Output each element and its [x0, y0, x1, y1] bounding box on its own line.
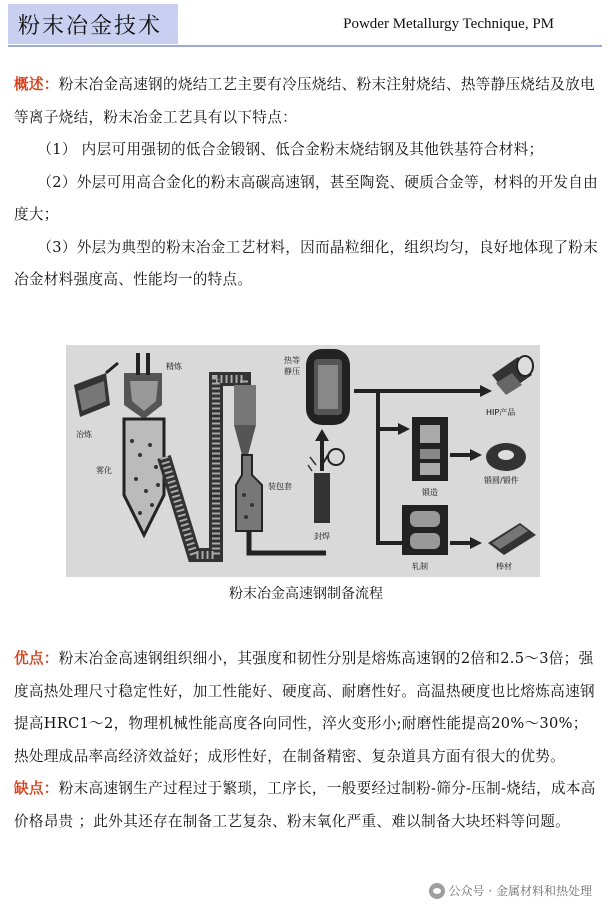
- forging-press-icon: [412, 417, 448, 481]
- label-sealing: 封焊: [314, 532, 330, 541]
- label-forging: 锻造: [422, 488, 438, 497]
- label-canning: 装包套: [268, 482, 292, 491]
- cons-paragraph: [14, 773, 600, 838]
- label-hip: [284, 355, 300, 376]
- pros-label: 优点：: [14, 650, 59, 667]
- pros-cons-section: [14, 643, 600, 838]
- pros-text: 粉末冶金高速钢组织细小，其强度和韧性分别是熔炼高速钢的2倍和2.5～3倍；强度高热处理尺寸稳定性好，加工性能好、硬度高、耐磨性好。高温热硬度也比熔炼高速钢提高HRC1～2，物理机械性能高度各向同性，淬火变形小;耐磨性能提高20%～30%；热处理成品率高经济效益好；成形性好，在制备精密、复杂道具方面有很大的优势。: [14, 650, 595, 765]
- hip-product-icon: [492, 356, 533, 395]
- header-title-en: Powder Metallurgy Technique, PM: [343, 16, 554, 32]
- arrow-to-forging-head: [398, 423, 410, 435]
- figure-caption: 粉末冶金高速钢制备流程: [229, 586, 383, 602]
- process-flow-figure: [66, 345, 540, 577]
- intro-label: 概述：: [14, 76, 59, 93]
- bar-product-icon: [488, 523, 536, 555]
- label-rolling: 轧制: [412, 562, 428, 571]
- forged-ring-icon: [486, 443, 526, 471]
- intro-paragraph: [14, 69, 600, 134]
- cyclone-classifier-icon: [234, 385, 256, 455]
- intro-text: 粉末冶金高速钢的烧结工艺主要有冷压烧结、粉末注射烧结、热等静压烧结及放电等离子烧结，粉末冶金工艺具有以下特点：: [14, 76, 595, 126]
- hip-vessel-icon: [306, 349, 350, 425]
- intro-point-2: （2）外层可用高合金化的粉末高碳高速钢，甚至陶瓷、硬质合金等，材料的开发自由度大；: [14, 173, 599, 223]
- label-refining: 精炼: [166, 362, 182, 371]
- label-hip-product: HIP产品: [486, 408, 516, 417]
- canning-icon: [236, 455, 262, 531]
- atomizing-tower-icon: [124, 419, 164, 535]
- intro-point-1: （1） 内层可用强韧的低合金锻钢、低合金粉末烧结钢及其他铁基符合材料；: [37, 141, 544, 158]
- arrow-to-bar-head: [470, 537, 482, 549]
- arrow-to-hip-head: [315, 429, 329, 441]
- cons-text: 粉末高速钢生产过程过于繁琐，工序长，一般要经过制粉-筛分-压制-烧结，成本高价格昂贵 ；此外其还存在制备工艺复杂、粉末氧化严重、难以制备大块坯料等问题。: [14, 780, 596, 830]
- watermark: [429, 882, 592, 899]
- header-title-cn: 粉末冶金技术: [8, 4, 178, 44]
- intro-section: [14, 69, 600, 297]
- sealing-icon: [308, 449, 344, 523]
- page-header: [0, 0, 612, 52]
- pros-paragraph: [14, 643, 600, 773]
- arrow-to-forged-parts-head: [470, 449, 482, 461]
- label-smelting: 冶炼: [76, 430, 92, 439]
- label-hip-line2: 静压: [284, 367, 300, 376]
- label-atomizing: 雾化: [96, 466, 112, 475]
- label-bar: 棒材: [496, 562, 512, 571]
- arrow-to-hip-product-head: [480, 385, 492, 397]
- powder-pipe-icon: [164, 379, 244, 555]
- cons-label: 缺点：: [14, 780, 59, 797]
- wechat-icon: [429, 883, 445, 899]
- header-divider: [8, 45, 602, 47]
- rolling-mill-icon: [402, 505, 448, 555]
- label-hip-line1: 热等: [284, 356, 300, 365]
- intro-point-3: （3）外层为典型的粉末冶金工艺材料，因而晶粒细化，组织均匀，良好地体现了粉末冶金材料强度高、性能均一的特点。: [14, 238, 599, 288]
- refining-furnace-icon: [124, 353, 162, 419]
- process-flow-diagram: [66, 345, 540, 577]
- watermark-text: 公众号 · 金属材料和热处理: [448, 884, 592, 898]
- smelting-ladle-icon: [74, 363, 118, 417]
- label-forged-parts: 锻圆/锻件: [484, 476, 519, 485]
